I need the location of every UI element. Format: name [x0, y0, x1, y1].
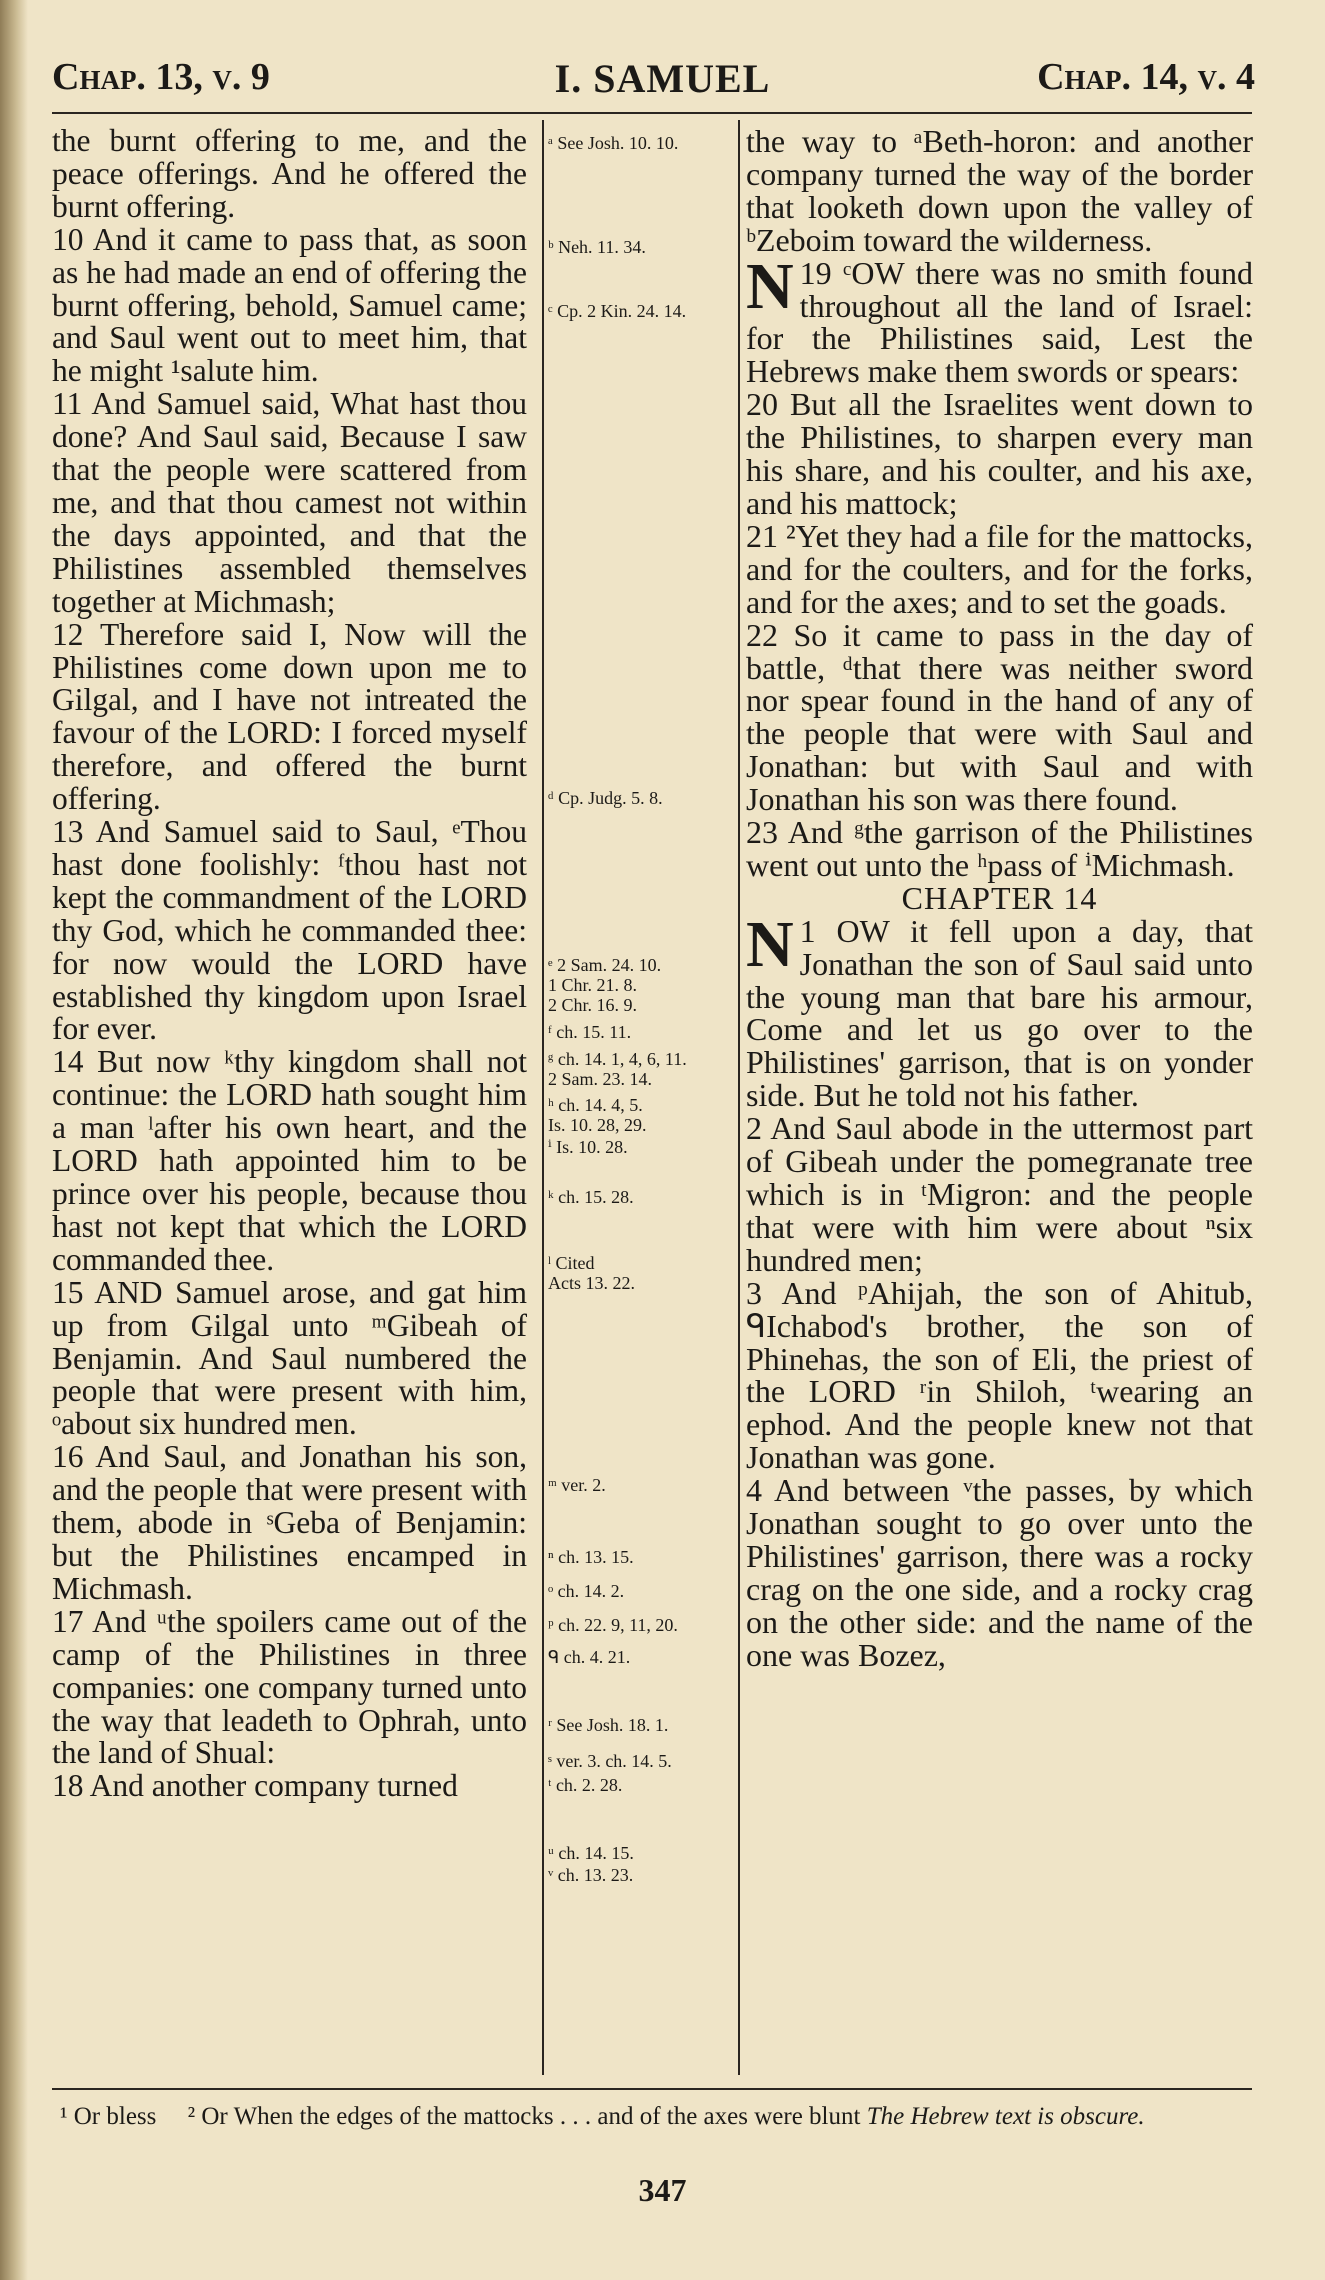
- cross-reference: ⁿ ch. 13. 15.: [548, 1547, 634, 1567]
- verse-paragraph: 4 And between ᵛthe passes, by which Jonathan sought to go over unto the Philistines' garrison, there was a rocky crag on the one side, and a rocky crag on the other side: and the name of the one was Bozez,: [746, 1472, 1253, 1673]
- header-right-chapter: Chap. 14, v. 4: [1037, 56, 1255, 98]
- verse-paragraph: the burnt offering to me, and the peace offerings. And he offered the burnt offering.: [52, 123, 527, 224]
- cross-reference: ᵇ Neh. 11. 34.: [548, 237, 646, 257]
- footnotes: [60, 2102, 1255, 2132]
- cross-reference: ᶜ Cp. 2 Kin. 24. 14.: [548, 301, 687, 321]
- cross-reference: ᵃ See Josh. 10. 10.: [548, 133, 679, 153]
- footnote-2-label: ² Or: [187, 2103, 228, 2130]
- verse-paragraph: 10 And it came to pass that, as soon as he had made an end of offering the burnt offering, behold, Samuel came; and Saul went out to meet him, that he might ¹salute him.: [52, 221, 527, 389]
- verse-paragraph: 17 And ᵘthe spoilers came out of the camp of the Philistines in three companies: one company turned unto the way that leadeth to Ophrah, unto the land of Shual:: [52, 1603, 527, 1771]
- cross-reference: ʳ See Josh. 18. 1.: [548, 1715, 669, 1735]
- cross-reference: ᵍ ch. 14. 1, 4, 6, 11. 2 Sam. 23. 14.: [548, 1049, 687, 1089]
- verse-number: 19 ᶜ: [799, 254, 852, 291]
- drop-cap: N: [746, 907, 794, 981]
- footnote-1: ¹ Or bless: [60, 2103, 157, 2130]
- cross-reference: ˢ ver. 3. ch. 14. 5.: [548, 1751, 672, 1771]
- cross-reference: ᵏ ch. 15. 28.: [548, 1187, 634, 1207]
- verse-paragraph: 2 And Saul abode in the uttermost part of Gibeah under the pomegranate tree which is in ᵗMigron: and the people that were with him were about ⁿsix hundred men;: [746, 1110, 1253, 1278]
- cross-reference: ˡ Cited Acts 13. 22.: [548, 1253, 635, 1293]
- verse-paragraph: 21 ²Yet they had a file for the mattocks, and for the coulters, and for the forks, and for the axes; and to set the goads.: [746, 517, 1253, 620]
- drop-cap: N: [746, 249, 794, 323]
- page-number: 347: [638, 2172, 687, 2208]
- cross-reference: ⁱ Is. 10. 28.: [548, 1137, 628, 1157]
- cross-reference: ᵖ ch. 22. 9, 11, 20.: [548, 1615, 678, 1635]
- verse-text: OW there was no smith found throughout all the land of Israel: for the Philistines said, Lest the Hebrews make them swords or spears:: [746, 254, 1253, 390]
- cross-reference-column: [548, 125, 734, 2075]
- header-left-chapter: Chap. 13, v. 9: [52, 56, 270, 98]
- verse-paragraph: 20 But all the Israelites went down to the Philistines, to sharpen every man his share, and his coulter, and his axe, and his mattock;: [746, 386, 1253, 521]
- cross-reference: ᵒ ch. 14. 2.: [548, 1581, 625, 1601]
- verse-paragraph: 16 And Saul, and Jonathan his son, and the people that were present with them, abode in ˢGeba of Benjamin: but the Philistines encamped in Michmash.: [52, 1439, 527, 1606]
- header-book-title: I. SAMUEL: [554, 56, 771, 101]
- column-divider-right: [738, 120, 740, 2075]
- verse-paragraph: 13 And Samuel said to Saul, ᵉThou hast done foolishly: ᶠthou hast not kept the commandment of the LORD thy God, which he commanded thee: for now would the LORD have established thy kingdom upon Israel for ever.: [52, 814, 527, 1047]
- left-text-column: [52, 125, 527, 1803]
- verse-paragraph-19: [746, 249, 1253, 390]
- cross-reference: ᵈ Cp. Judg. 5. 8.: [548, 788, 663, 808]
- footnote-2-text: When the edges of the mattocks . . . and of the axes were blunt: [233, 2103, 861, 2130]
- verse-paragraph: 11 And Samuel said, What hast thou done? And Saul said, Because I saw that the people were scattered from me, and that thou camest not within the days appointed, and that the Philistines assembled themselves together at Michmash;: [52, 386, 527, 619]
- cross-reference: ʰ ch. 14. 4, 5. Is. 10. 28, 29.: [548, 1095, 647, 1135]
- chapter-heading: CHAPTER 14: [901, 879, 1098, 916]
- footnote-2-note: The Hebrew text is obscure.: [866, 2103, 1145, 2130]
- page-spine-shadow: [0, 0, 28, 2280]
- header-rule: [52, 112, 1252, 114]
- right-text-column: [746, 125, 1253, 1672]
- verse-paragraph: the way to ᵃBeth-horon: and another company turned the way of the border that looketh down upon the valley of ᵇZeboim toward the wilderness.: [746, 123, 1253, 258]
- cross-reference: ᵐ ver. 2.: [548, 1475, 606, 1495]
- cross-reference: ᶠ ch. 15. 11.: [548, 1022, 632, 1042]
- cross-reference: ᵗ ch. 2. 28.: [548, 1775, 623, 1795]
- verse-number: 1: [799, 912, 816, 949]
- cross-reference: ᵛ ch. 13. 23.: [548, 1865, 634, 1885]
- verse-paragraph: 12 Therefore said I, Now will the Philistines come down upon me to Gilgal, and I have not intreated the favour of the LORD: I forced myself therefore, and offered the burnt offering.: [52, 616, 527, 817]
- verse-paragraph: 22 So it came to pass in the day of battle, ᵈthat there was neither sword nor spear found in the hand of any of the people that were with Saul and Jonathan: but with Saul and with Jonathan his son was there found.: [746, 616, 1253, 818]
- footnote-rule: [52, 2088, 1252, 2090]
- verse-paragraph: 18 And another company turned: [52, 1768, 458, 1804]
- verse-paragraph: 3 And ᵖAhijah, the son of Ahitub, ᑫIchabod's brother, the son of Phinehas, the son of Eli, the priest of the LORD ʳin Shiloh, ᵗwearing an ephod. And the people knew not that Jonathan was gone.: [746, 1274, 1253, 1476]
- verse-paragraph: 14 But now ᵏthy kingdom shall not continue: the LORD hath sought him a man ˡafter his own heart, and the LORD hath appointed him to be prince over his people, because thou hast not kept that which the LORD commanded thee.: [52, 1044, 527, 1277]
- verse-paragraph: 15 AND Samuel arose, and gat him up from Gilgal unto ᵐGibeah of Benjamin. And Saul numbered the people that were present with him, ᵒabout six hundred men.: [52, 1274, 527, 1442]
- verse-paragraph: 23 And ᵍthe garrison of the Philistines went out unto the ʰpass of ⁱMichmash.: [746, 814, 1253, 883]
- column-divider-left: [542, 120, 544, 2075]
- verse-text: OW it fell upon a day, that Jonathan the son of Saul said unto the young man that bare his armour, Come and let us go over to the Philistines' garrison, that is on yonder side. But he told not his father.: [746, 912, 1254, 1114]
- cross-reference: ᵉ 2 Sam. 24. 10. 1 Chr. 21. 8. 2 Chr. 16. 9.: [548, 955, 662, 1015]
- verse-paragraph-1: [746, 907, 1254, 1114]
- cross-reference: ᵘ ch. 14. 15.: [548, 1843, 634, 1863]
- cross-reference: ᑫ ch. 4. 21.: [548, 1647, 631, 1667]
